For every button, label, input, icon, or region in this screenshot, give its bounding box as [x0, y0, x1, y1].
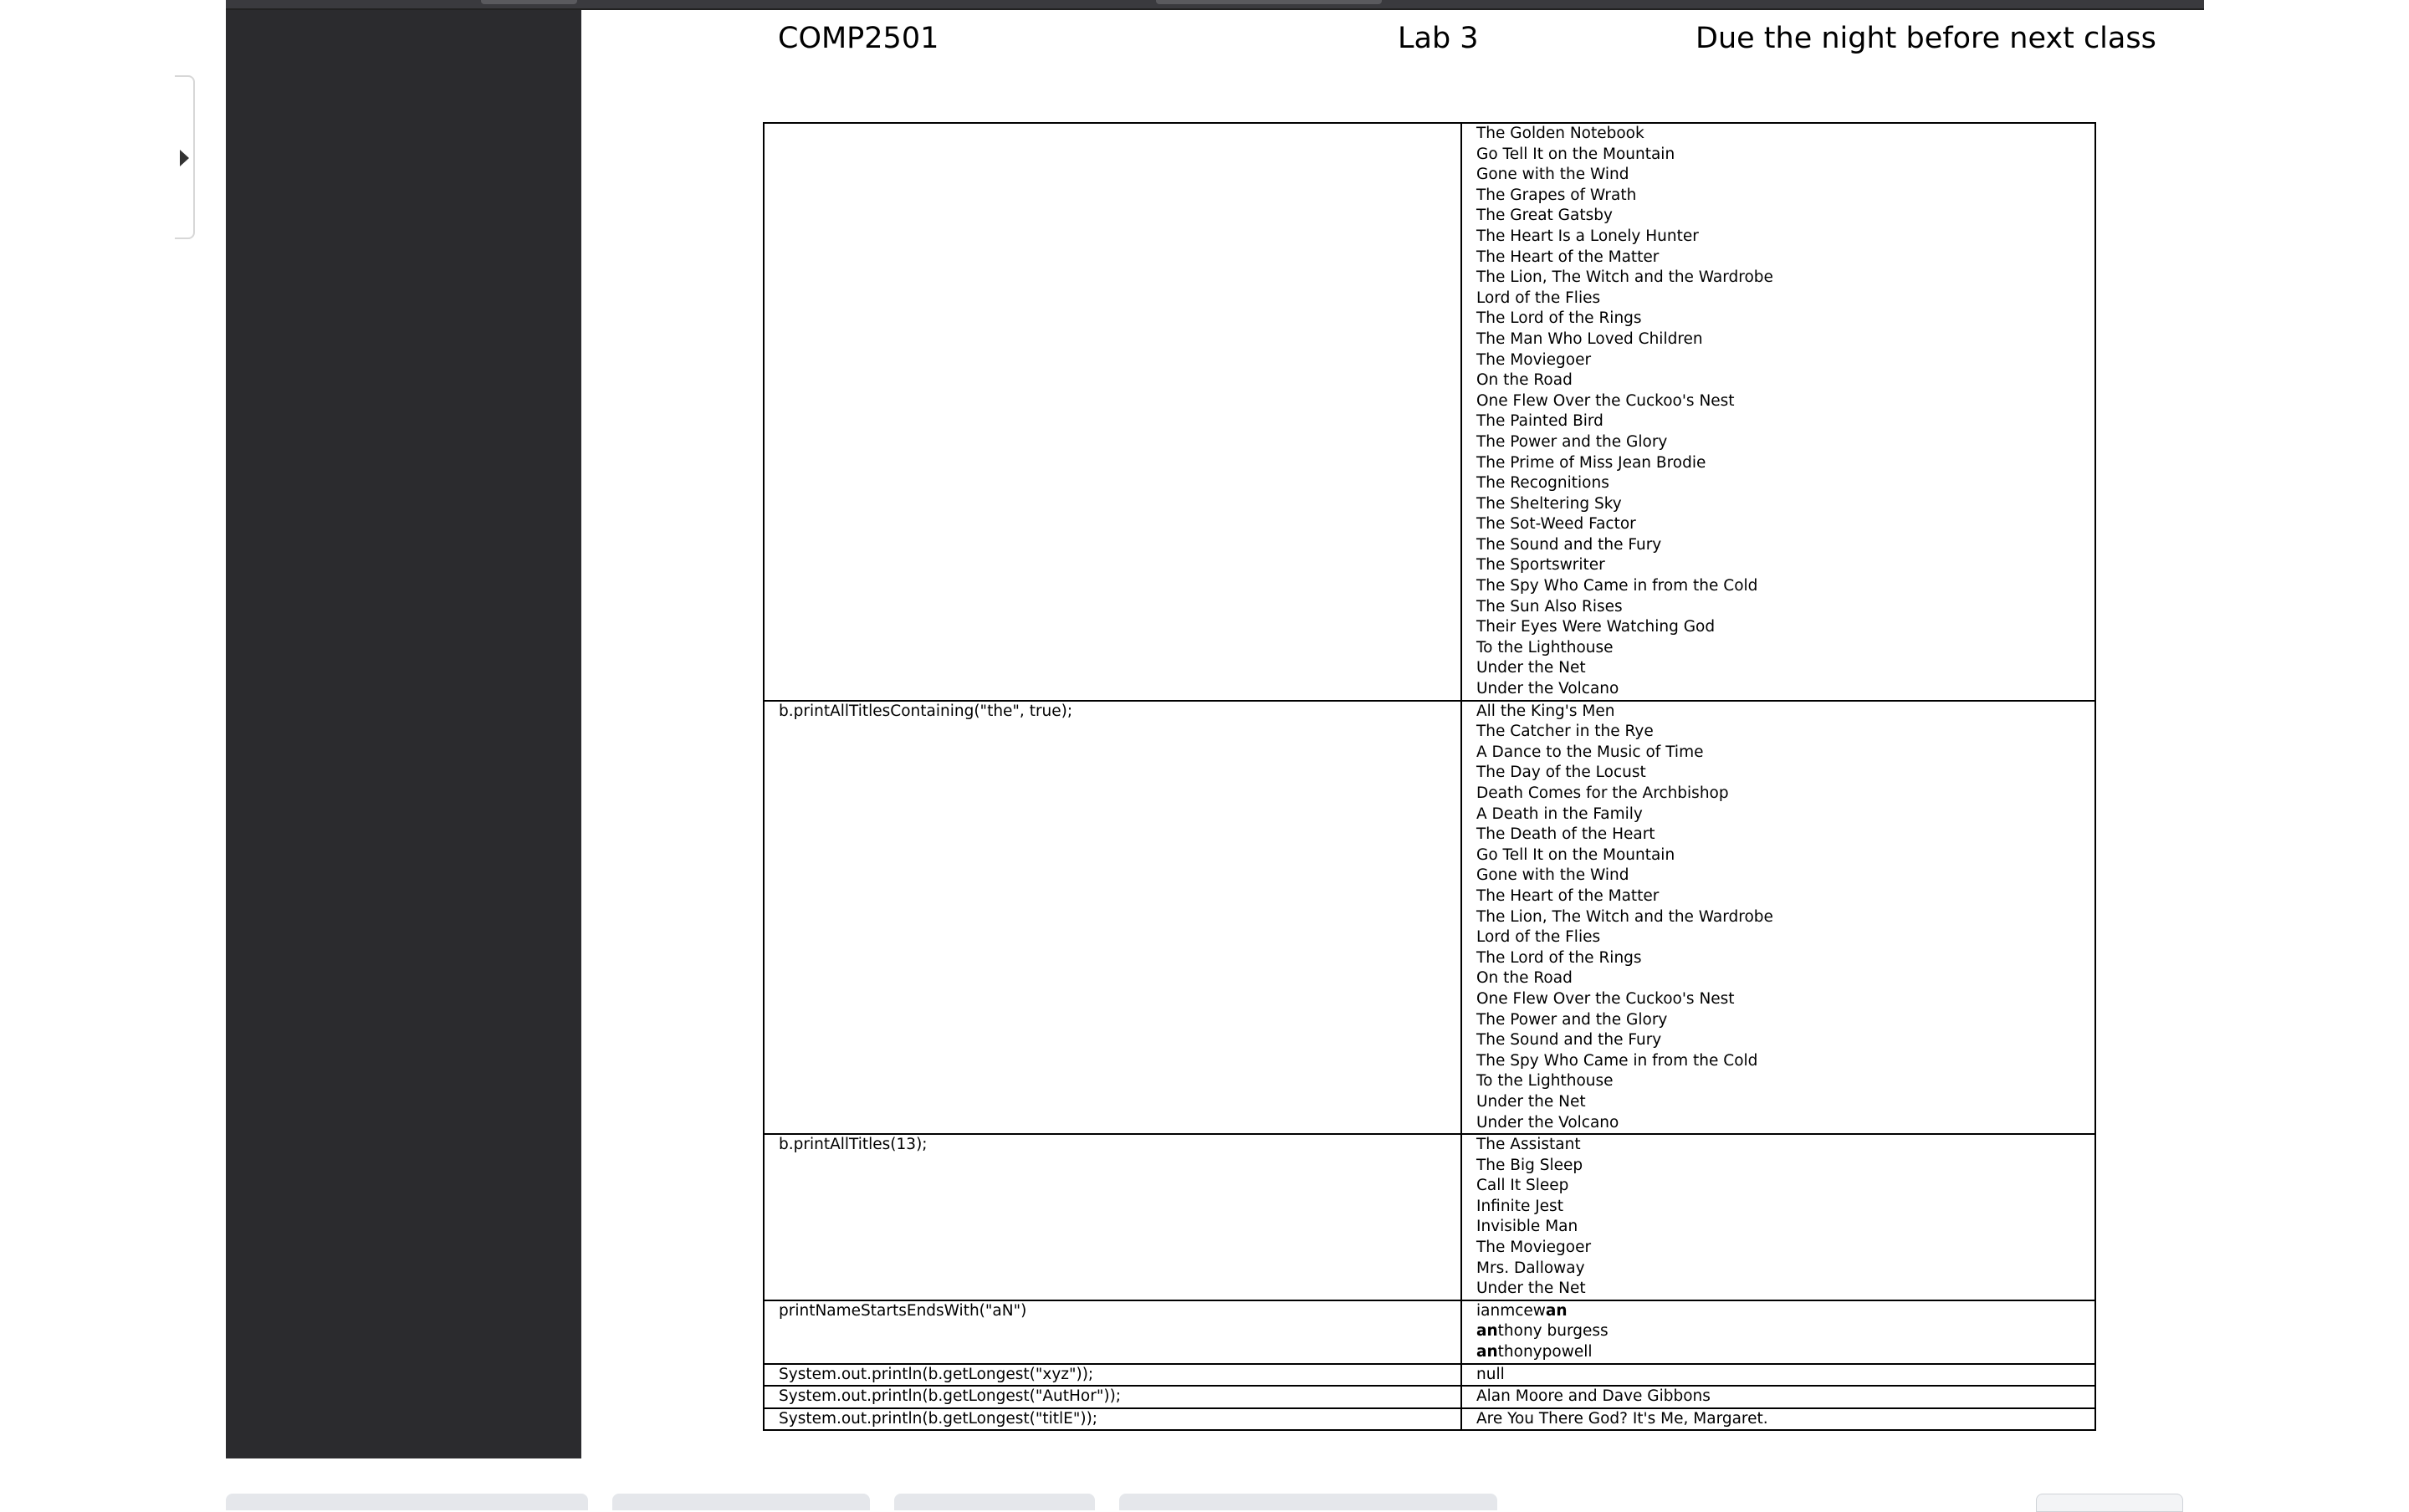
lab-title: Lab 3 [1398, 22, 1479, 55]
output-line: Alan Moore and Dave Gibbons [1476, 1387, 1711, 1406]
output-cell [1461, 1300, 2095, 1364]
output-line: On the Road [1476, 969, 1573, 988]
output-line: The Assistant [1476, 1136, 1581, 1154]
match-highlight: an [1545, 1301, 1568, 1320]
output-line: The Big Sleep [1476, 1156, 1583, 1174]
code-cell: b.printAllTitles(13); [764, 1134, 1461, 1300]
output-line: Their Eyes Were Watching God [1476, 618, 1716, 636]
output-line: Mrs. Dalloway [1476, 1259, 1585, 1277]
output-line: The Man Who Loved Children [1476, 329, 1703, 348]
viewer-top-bar [226, 0, 2204, 10]
output-line: The Golden Notebook [1476, 125, 1644, 142]
bottom-toolbar-segment[interactable] [894, 1494, 1095, 1510]
bottom-toolbar-segment[interactable] [612, 1494, 870, 1510]
output-line: All the King's Men [1476, 702, 1615, 720]
output-cell [1461, 1364, 2095, 1387]
output-cell [1461, 1408, 2095, 1431]
output-line: The Catcher in the Rye [1476, 723, 1654, 741]
output-line: The Lord of the Rings [1476, 309, 1642, 328]
output-line: A Death in the Family [1476, 805, 1643, 823]
output-line: The Heart Is a Lonely Hunter [1476, 227, 1699, 245]
output-line: A Dance to the Music of Time [1476, 743, 1704, 761]
output-line: The Lion, The Witch and the Wardrobe [1476, 907, 1773, 926]
output-line: Under the Volcano [1476, 680, 1619, 698]
output-line: The Sportswriter [1476, 556, 1605, 575]
output-text: ianmcew [1476, 1301, 1546, 1320]
output-line: Infinite Jest [1476, 1197, 1563, 1215]
output-line: Gone with the Wind [1476, 866, 1629, 885]
top-tab-handle[interactable] [481, 0, 577, 4]
top-scroll-handle[interactable] [1156, 0, 1382, 4]
output-line: Gone with the Wind [1476, 166, 1629, 184]
output-line: Under the Volcano [1476, 1113, 1619, 1131]
sidebar-toggle-button[interactable] [175, 75, 195, 239]
output-line: The Sound and the Fury [1476, 1031, 1662, 1050]
bottom-toolbar-segment[interactable] [1119, 1494, 1497, 1510]
table-row [764, 1300, 2095, 1364]
output-line: The Great Gatsby [1476, 207, 1613, 225]
match-highlight: an [1476, 1322, 1498, 1341]
output-line: Under the Net [1476, 659, 1586, 677]
output-cell [1461, 1386, 2095, 1408]
output-line: The Sot-Weed Factor [1476, 515, 1636, 534]
output-line: The Moviegoer [1476, 350, 1592, 369]
code-cell: System.out.println(b.getLongest("AutHor")); [764, 1386, 1461, 1408]
output-line: To the Lighthouse [1476, 638, 1614, 656]
output-line: One Flew Over the Cuckoo's Nest [1476, 989, 1735, 1008]
output-line: The Recognitions [1476, 474, 1609, 493]
triangle-right-icon [180, 150, 189, 166]
output-line: The Grapes of Wrath [1476, 186, 1637, 204]
output-line: Go Tell It on the Mountain [1476, 845, 1675, 864]
table-row [764, 1134, 2095, 1300]
output-line: Are You There God? It's Me, Margaret. [1476, 1409, 1768, 1428]
lab-output-table [763, 122, 2096, 1431]
output-line: The Lord of the Rings [1476, 948, 1642, 967]
output-line: The Prime of Miss Jean Brodie [1476, 453, 1706, 472]
output-line: Death Comes for the Archbishop [1476, 784, 1729, 802]
table-row [764, 701, 2095, 1134]
output-line: The Sound and the Fury [1476, 535, 1662, 554]
output-line: Lord of the Flies [1476, 289, 1601, 307]
output-line: The Power and the Glory [1476, 1010, 1668, 1029]
code-cell: b.printAllTitlesContaining("the", true); [764, 701, 1461, 1134]
output-text: thonypowell [1497, 1343, 1593, 1361]
output-line: The Lion, The Witch and the Wardrobe [1476, 268, 1773, 287]
output-line: The Death of the Heart [1476, 825, 1655, 844]
output-line: The Moviegoer [1476, 1239, 1592, 1257]
output-cell [1461, 123, 2095, 701]
code-cell: System.out.println(b.getLongest("titlE")); [764, 1408, 1461, 1431]
table-row [764, 123, 2095, 701]
table-row [764, 1364, 2095, 1387]
output-line: The Sun Also Rises [1476, 597, 1623, 616]
output-line: The Painted Bird [1476, 412, 1603, 431]
document-viewer [226, 0, 2204, 1458]
output-line: Call It Sleep [1476, 1177, 1569, 1195]
code-cell: printNameStartsEndsWith("aN") [764, 1300, 1461, 1364]
bottom-toolbar-segment[interactable] [226, 1494, 588, 1510]
output-line [1476, 1342, 2094, 1363]
output-text: thony burgess [1497, 1322, 1609, 1341]
output-line: Under the Net [1476, 1280, 1586, 1298]
output-cell [1461, 701, 2095, 1134]
output-line: To the Lighthouse [1476, 1072, 1614, 1091]
output-line: The Spy Who Came in from the Cold [1476, 1051, 1758, 1070]
output-line: The Spy Who Came in from the Cold [1476, 577, 1758, 595]
table-row [764, 1408, 2095, 1431]
code-cell [764, 123, 1461, 701]
output-line: Go Tell It on the Mountain [1476, 145, 1675, 163]
output-line: The Heart of the Matter [1476, 886, 1660, 905]
output-line: On the Road [1476, 371, 1573, 390]
document-page [581, 10, 2282, 1458]
output-line: The Day of the Locust [1476, 764, 1646, 782]
output-line: Lord of the Flies [1476, 928, 1601, 947]
output-line: The Sheltering Sky [1476, 494, 1622, 513]
output-line: Invisible Man [1476, 1218, 1578, 1236]
due-note: Due the night before next class [1696, 22, 2156, 55]
output-line: null [1476, 1365, 1505, 1383]
output-line: One Flew Over the Cuckoo's Nest [1476, 391, 1735, 410]
output-line: The Power and the Glory [1476, 432, 1668, 451]
code-cell: System.out.println(b.getLongest("xyz")); [764, 1364, 1461, 1387]
course-code: COMP2501 [778, 22, 939, 55]
output-line: The Heart of the Matter [1476, 248, 1660, 266]
output-line [1476, 1321, 2094, 1342]
table-row [764, 1386, 2095, 1408]
match-highlight: an [1476, 1343, 1498, 1361]
output-line [1476, 1301, 2094, 1322]
output-line: Under the Net [1476, 1092, 1586, 1111]
output-cell [1461, 1134, 2095, 1300]
bottom-nav-buttons[interactable] [2036, 1494, 2183, 1512]
